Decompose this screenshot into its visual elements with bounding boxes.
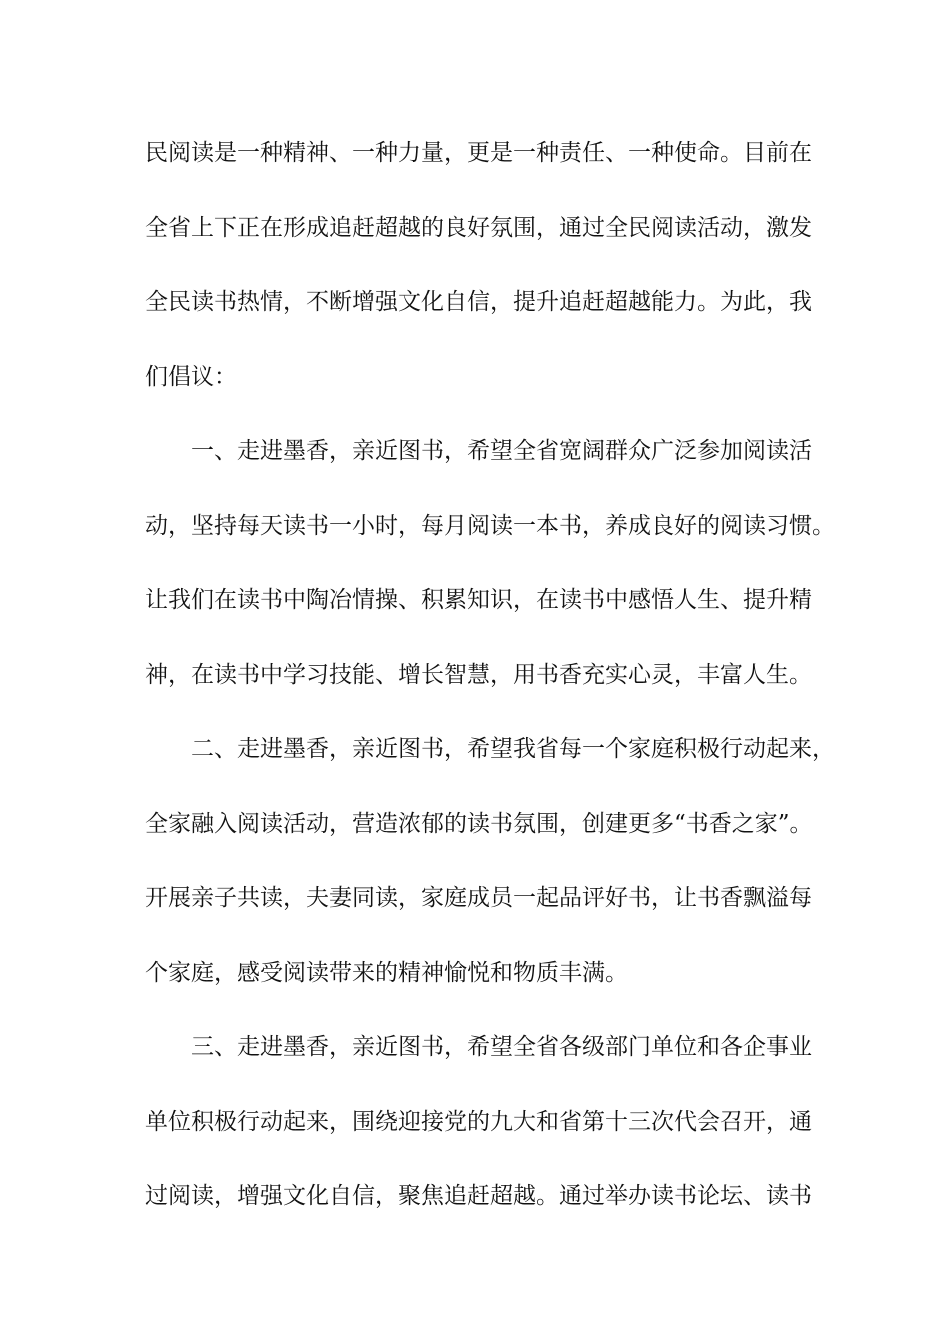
text-line: 单位积极行动起来，围绕迎接党的九大和省第十三次代会召开，通 [145,1108,812,1135]
text-line: 开展亲子共读，夫妻同读，家庭成员一起品评好书，让书香飘溢每 [145,885,812,911]
text-line: 神，在读书中学习技能、增长智慧，用书香充实心灵，丰富人生。 [145,661,812,688]
text-line: 们倡议： [145,363,237,390]
body-text [145,128,835,1246]
text-line: 让我们在读书中陶冶情操、积累知识，在读书中感悟人生、提升精 [145,587,812,613]
text-line: 全省上下正在形成追赶超越的良好氛围，通过全民阅读活动，激发 [145,214,812,241]
text-line: 过阅读，增强文化自信，聚焦追赶超越。通过举办读书论坛、读书 [145,1183,812,1209]
paragraph-first-line: 一、走进墨香，亲近图书，希望全省宽阔群众广泛参加阅读活 [191,438,812,464]
text-line: 民阅读是一种精神、一种力量，更是一种责任、一种使命。目前在 [145,140,812,166]
paragraph-first-line: 二、走进墨香，亲近图书，希望我省每一个家庭积极行动起来， [191,736,835,762]
text-line: 个家庭，感受阅读带来的精神愉悦和物质丰满。 [145,959,628,986]
text-line: 全民读书热情，不断增强文化自信，提升追赶超越能力。为此，我 [145,289,812,315]
text-line: 全家融入阅读活动，营造浓郁的读书氛围，创建更多“书香之家”。 [145,810,813,837]
paragraph-first-line: 三、走进墨香，亲近图书，希望全省各级部门单位和各企事业 [191,1034,812,1060]
text-line: 动，坚持每天读书一小时，每月阅读一本书，养成良好的阅读习惯。 [145,512,835,539]
